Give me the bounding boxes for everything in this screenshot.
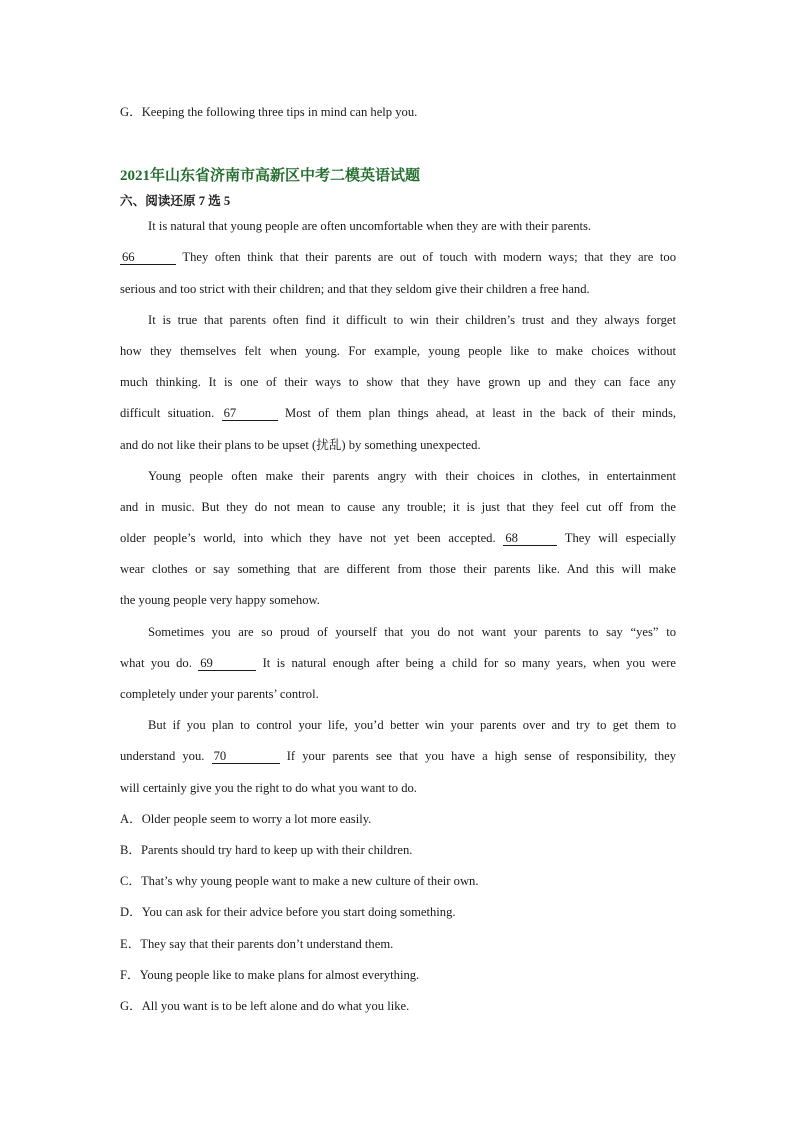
- passage-line: [120, 247, 676, 267]
- passage-line: But if you plan to control your life, you’d better win your parents over and try to get them to: [148, 718, 676, 732]
- passage-text: understand you.: [120, 749, 205, 763]
- passage-line: serious and too strict with their children; and that they seldom give their children a free hand.: [120, 282, 590, 296]
- option-c: C．That’s why young people want to make a new culture of their own.: [120, 874, 479, 888]
- passage-line: much thinking. It is one of their ways to show that they have grown up and they can face any: [120, 375, 676, 389]
- blank-67: 67: [222, 406, 278, 421]
- option-b: B．Parents should try hard to keep up with their children.: [120, 843, 413, 857]
- passage-text: If your parents see that you have a high sense of responsibility, they: [286, 749, 677, 763]
- passage-text: It is natural enough after being a child for so many years, when you were: [262, 656, 676, 670]
- passage-line: Young people often make their parents angry with their choices in clothes, in entertainment: [148, 469, 676, 483]
- passage-text: Most of them plan things ahead, at least in the back of their minds,: [285, 406, 677, 420]
- passage-line: It is natural that young people are often uncomfortable when they are with their parents.: [148, 219, 592, 233]
- exam-title: 2021年山东省济南市高新区中考二模英语试题: [120, 168, 421, 184]
- blank-70: 70: [212, 749, 280, 764]
- passage-line: completely under your parents’ control.: [120, 687, 319, 701]
- passage-text: They will especially: [564, 531, 677, 545]
- passage-text: difficult situation.: [120, 406, 215, 420]
- option-e: E．They say that their parents don’t understand them.: [120, 937, 394, 951]
- passage-line: the young people very happy somehow.: [120, 593, 320, 607]
- option-g: G．All you want is to be left alone and do what you like.: [120, 999, 410, 1013]
- passage-line: how they themselves felt when young. For example, young people like to make choices without: [120, 344, 676, 358]
- passage-line: and in music. But they do not mean to cause any trouble; it is just that they feel cut off from the: [120, 500, 676, 514]
- passage-line: and do not like their plans to be upset (扰乱) by something unexpected.: [120, 438, 481, 452]
- passage-line: Sometimes you are so proud of yourself that you do not want your parents to say “yes” to: [148, 625, 676, 639]
- blank-66: 66: [120, 250, 176, 265]
- section-heading: 六、阅读还原 7 选 5: [120, 194, 231, 208]
- blank-68: 68: [503, 531, 557, 546]
- passage-text: what you do.: [120, 656, 192, 670]
- passage-text: They often think that their parents are out of touch with modern ways; that they are too: [182, 250, 677, 264]
- passage-line: will certainly give you the right to do what you want to do.: [120, 781, 417, 795]
- passage-line: [120, 403, 676, 423]
- passage-line: wear clothes or say something that are different from those their parents like. And this will make: [120, 562, 676, 576]
- passage-line: [120, 746, 676, 766]
- passage-text: older people’s world, into which they have not yet been accepted.: [120, 531, 496, 545]
- previous-option-g: G．Keeping the following three tips in mind can help you.: [120, 105, 418, 119]
- passage-line: [120, 528, 676, 548]
- blank-69: 69: [198, 656, 256, 671]
- option-d: D．You can ask for their advice before you start doing something.: [120, 905, 456, 919]
- passage-line: [120, 653, 676, 673]
- passage-line: It is true that parents often find it difficult to win their children’s trust and they always forget: [148, 313, 676, 327]
- option-f: F．Young people like to make plans for almost everything.: [120, 968, 420, 982]
- option-a: A．Older people seem to worry a lot more easily.: [120, 812, 372, 826]
